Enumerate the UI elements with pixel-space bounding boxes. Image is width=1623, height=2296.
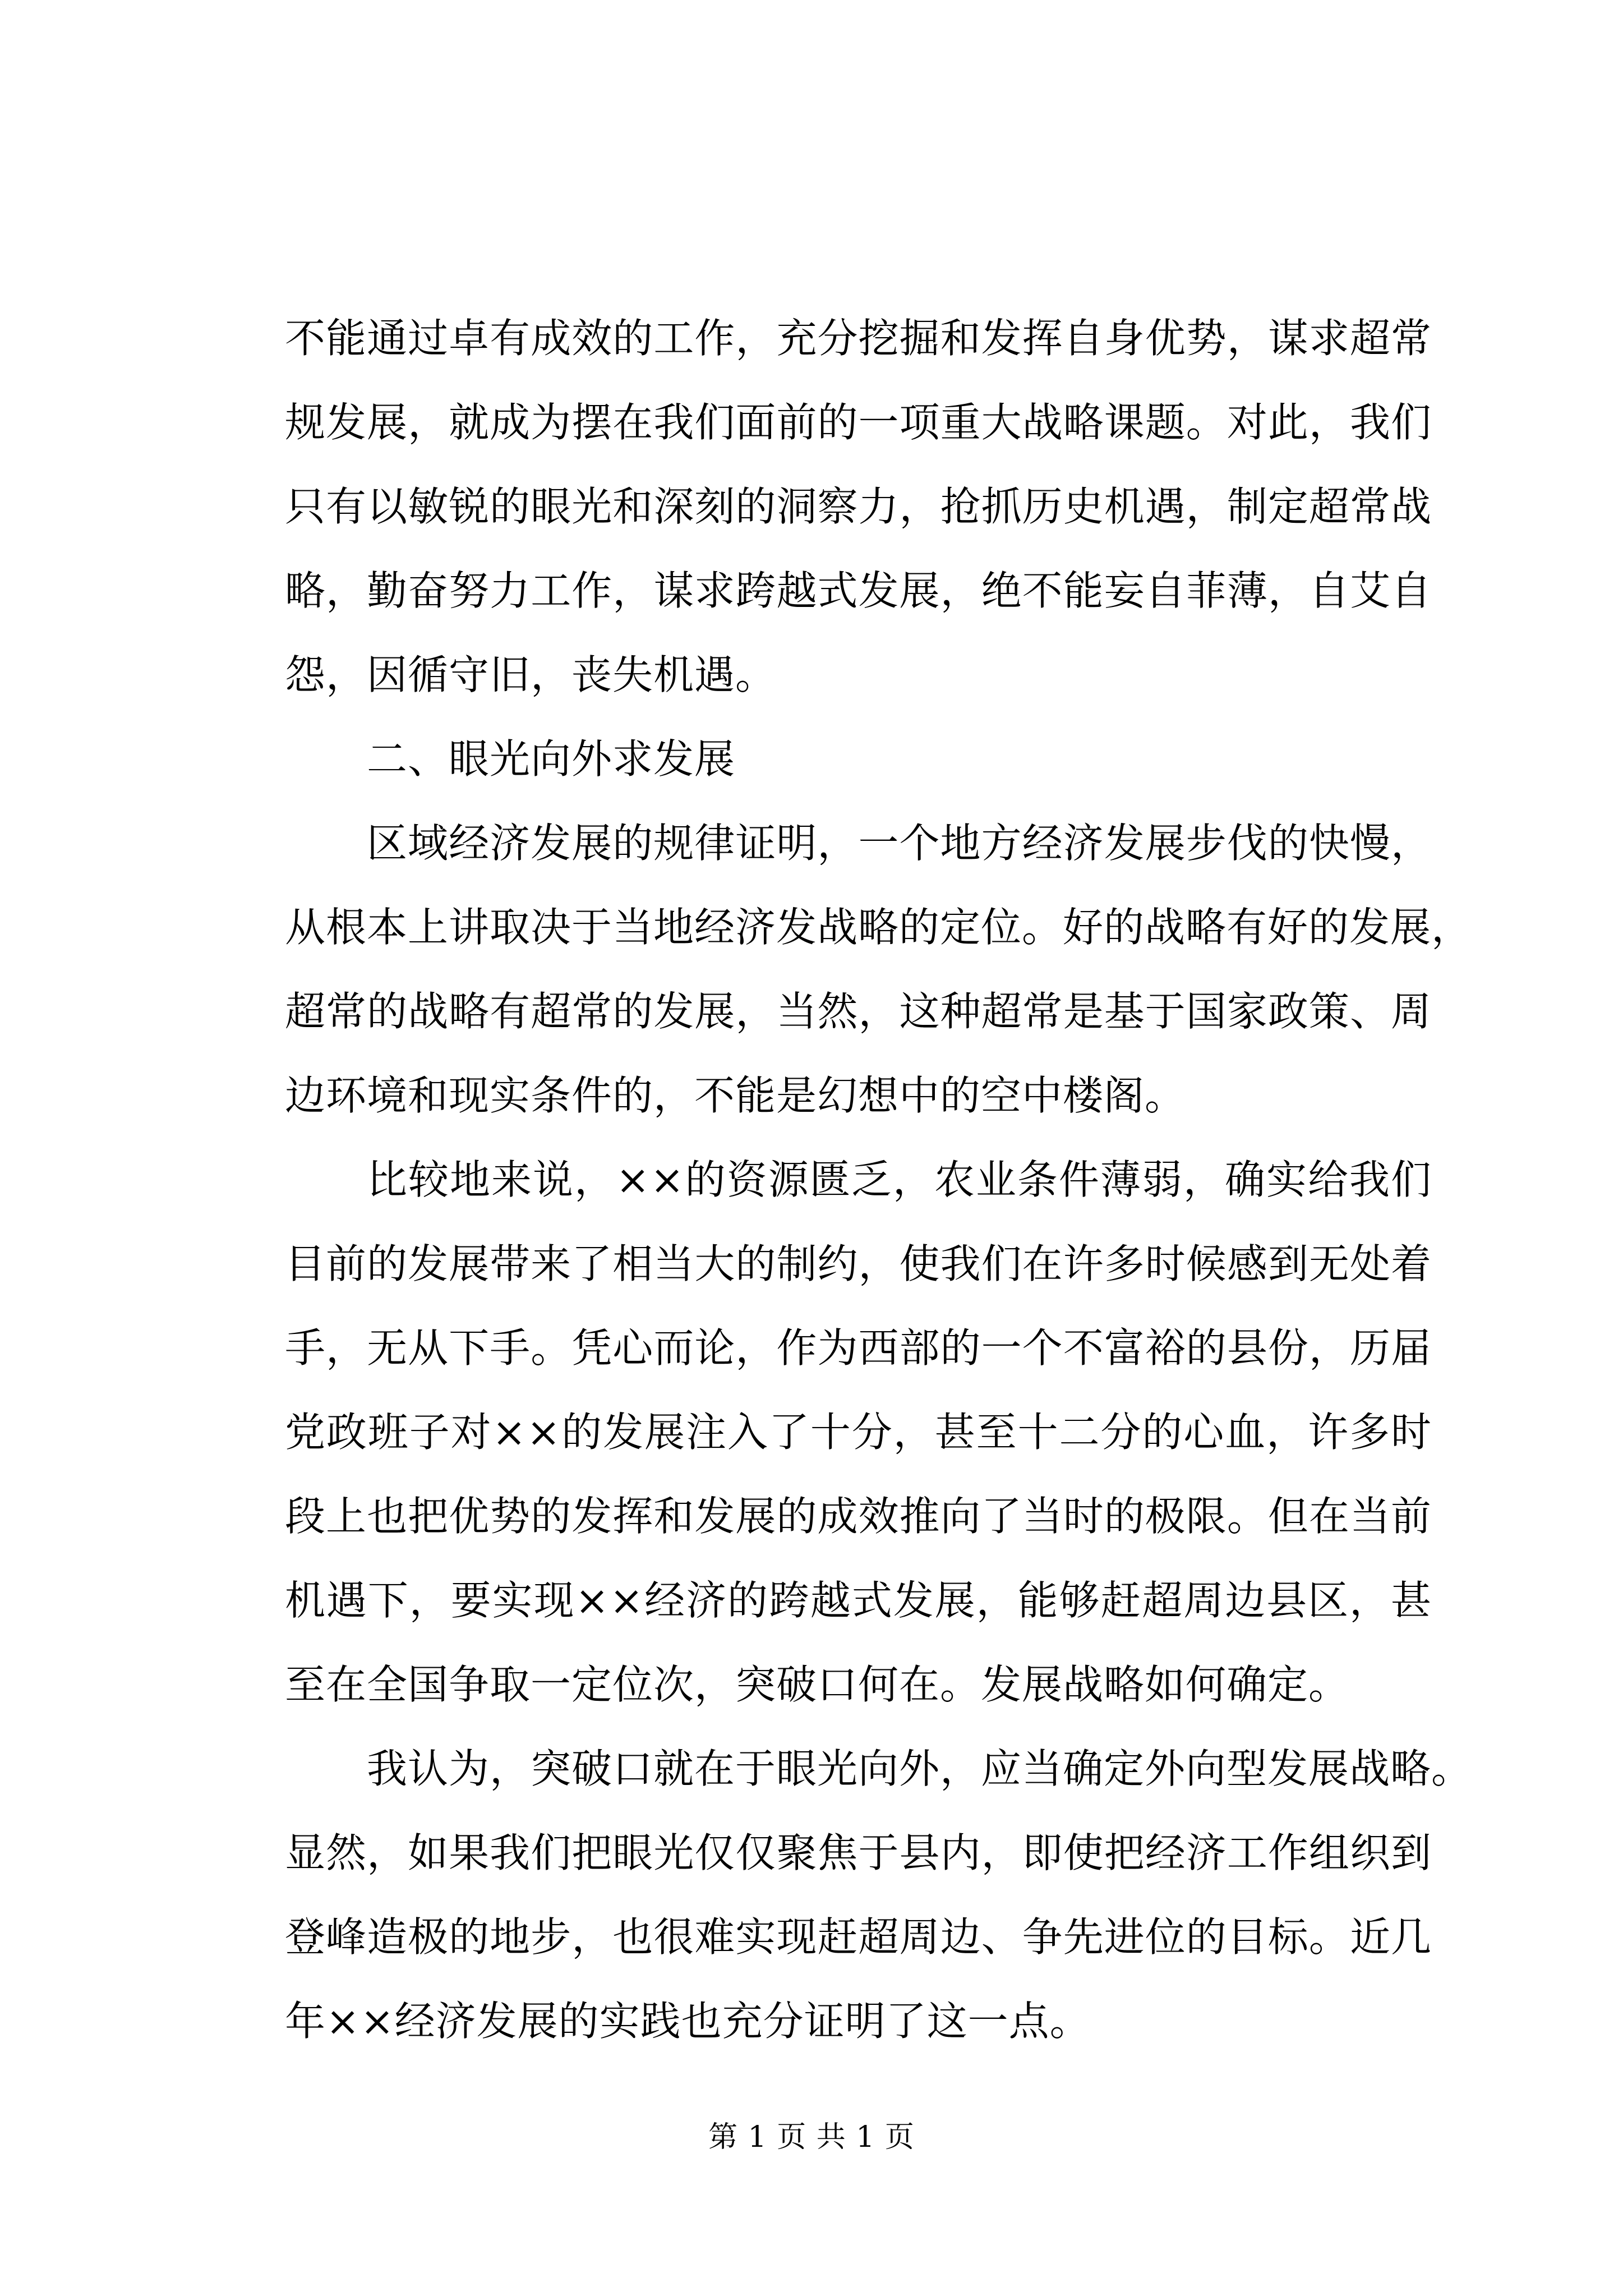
text-line: 党政班子对××的发展注入了十分，甚至十二分的心血，许多时	[285, 1409, 1432, 1456]
text-line: 至在全国争取一定位次，突破口何在。发展战略如何确定。	[285, 1661, 1350, 1708]
text-line: 只有以敏锐的眼光和深刻的洞察力，抢抓历史机遇，制定超常战	[285, 483, 1432, 530]
text-line: 目前的发展带来了相当大的制约，使我们在许多时候感到无处着	[285, 1240, 1432, 1287]
text-line: 怨，因循守旧，丧失机遇。	[285, 651, 777, 698]
text-line: 从根本上讲取决于当地经济发战略的定位。好的战略有好的发展，	[285, 904, 1473, 951]
text-line: 边环境和现实条件的，不能是幻想中的空中楼阁。	[285, 1072, 1186, 1119]
text-line: 略，勤奋努力工作，谋求跨越式发展，绝不能妄自菲薄，自艾自	[285, 567, 1432, 614]
text-line: 显然，如果我们把眼光仅仅聚焦于县内，即使把经济工作组织到	[285, 1829, 1432, 1876]
text-line: 机遇下，要实现××经济的跨越式发展，能够赶超周边县区，甚	[285, 1577, 1432, 1624]
page-number-footer: 第 1 页 共 1 页	[708, 2120, 915, 2154]
paragraph-first-line: 我认为，突破口就在于眼光向外，应当确定外向型发展战略。	[367, 1745, 1473, 1792]
text-line: 规发展，就成为摆在我们面前的一项重大战略课题。对此，我们	[285, 399, 1432, 446]
text-line: 段上也把优势的发挥和发展的成效推向了当时的极限。但在当前	[285, 1493, 1432, 1540]
text-line: 手，无从下手。凭心而论，作为西部的一个不富裕的县份，历届	[285, 1324, 1432, 1372]
text-line: 登峰造极的地步，也很难实现赶超周边、争先进位的目标。近几	[285, 1913, 1432, 1961]
paragraph-first-line: 比较地来说，××的资源匮乏，农业条件薄弱，确实给我们	[367, 1156, 1432, 1203]
text-line: 年××经济发展的实践也充分证明了这一点。	[285, 1998, 1091, 2045]
document-body	[285, 296, 1473, 2063]
text-line: 超常的战略有超常的发展，当然，这种超常是基于国家政策、周	[285, 988, 1432, 1035]
section-heading: 二、眼光向外求发展	[367, 735, 736, 783]
text-line: 不能通过卓有成效的工作，充分挖掘和发挥自身优势，谋求超常	[285, 315, 1432, 362]
paragraph-first-line: 区域经济发展的规律证明，一个地方经济发展步伐的快慢，	[367, 820, 1432, 867]
